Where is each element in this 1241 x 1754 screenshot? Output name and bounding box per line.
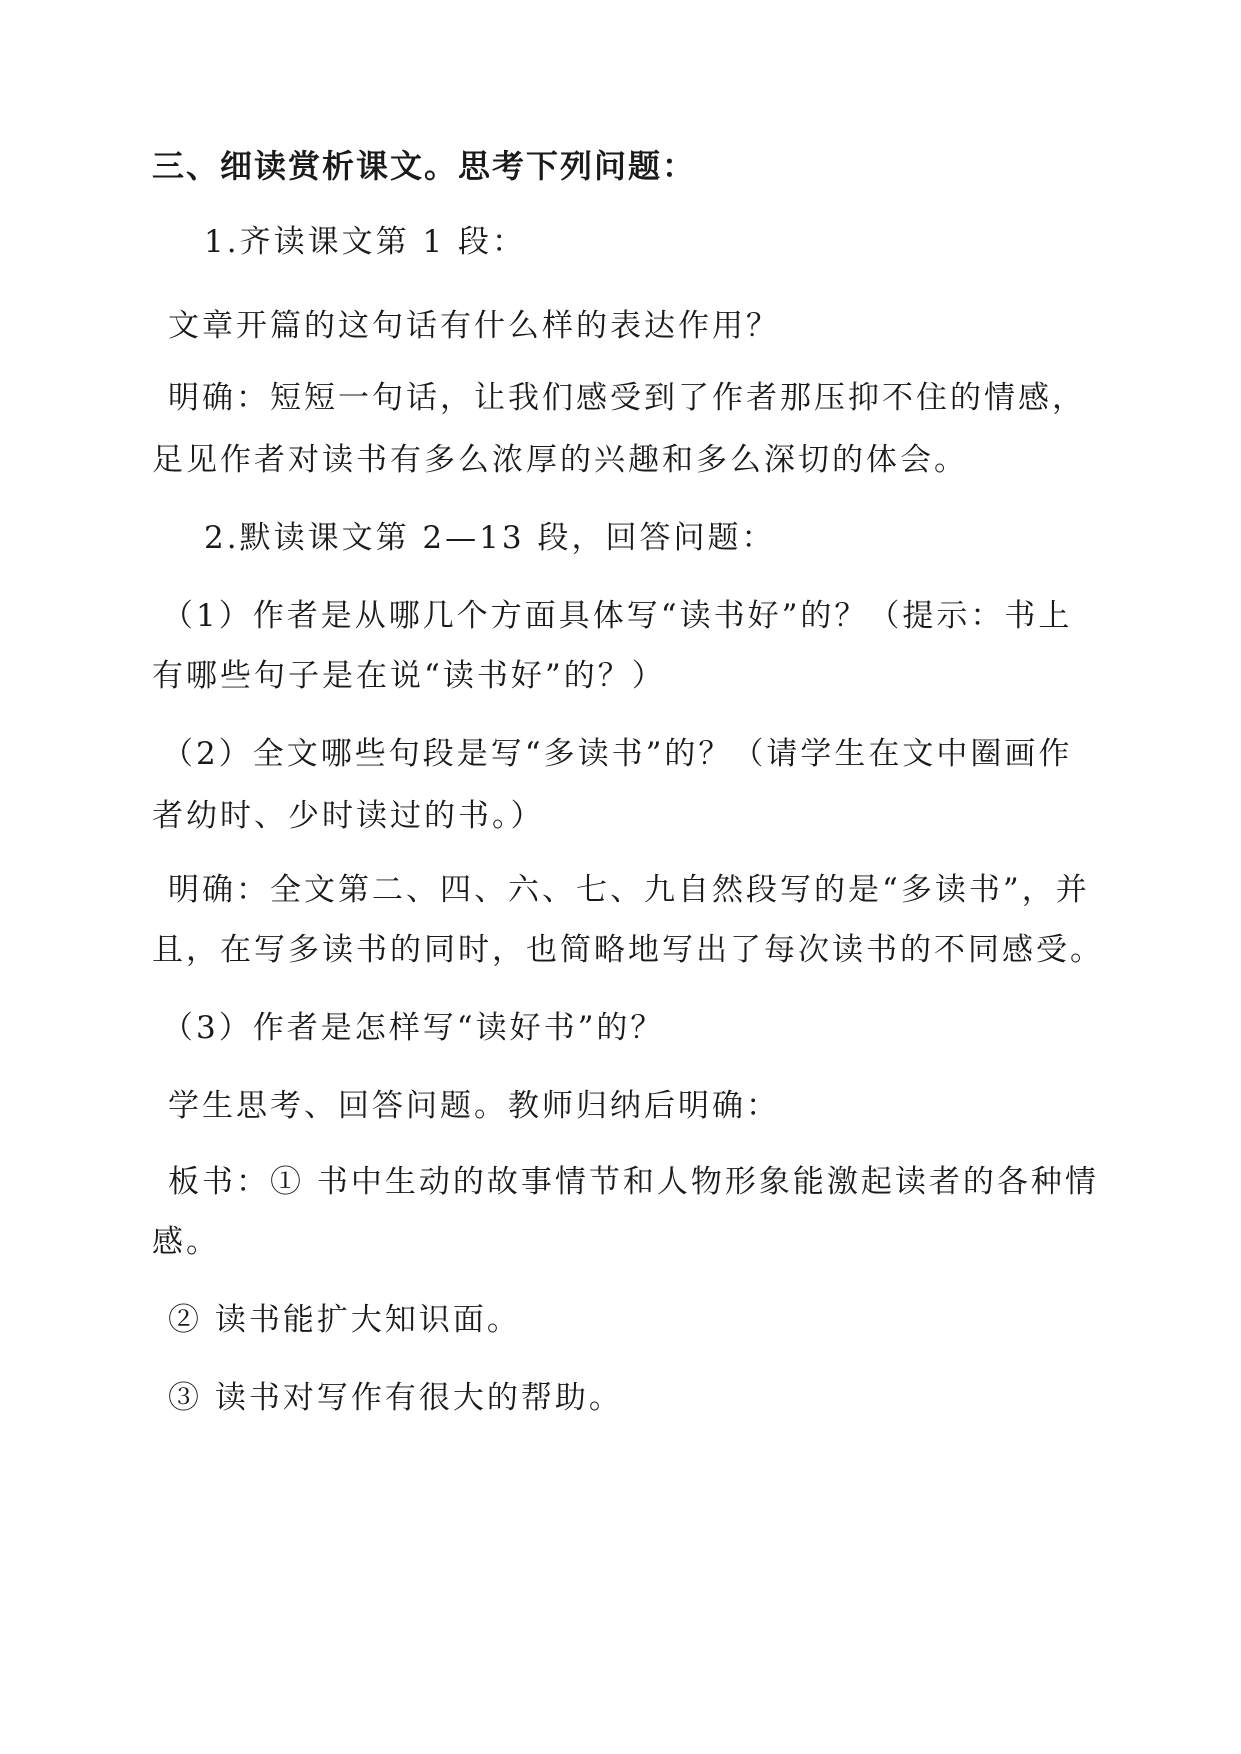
- item1-answer-line2: 足见作者对读书有多么浓厚的兴趣和多么深切的体会。: [152, 442, 968, 478]
- board-line1: 板书：① 书中生动的故事情节和人物形象能激起读者的各种情: [168, 1164, 1099, 1200]
- item1-title: 1.齐读课文第 1 段：: [204, 224, 527, 260]
- board-item3: ③ 读书对写作有很大的帮助。: [168, 1380, 623, 1416]
- q1-line2: 有哪些句子是在说“读书好”的？）: [152, 658, 666, 694]
- q2-answer-line2: 且，在写多读书的同时，也简略地写出了每次读书的不同感受。: [152, 932, 1104, 968]
- q3-line: （3）作者是怎样写“读好书”的？: [162, 1010, 665, 1046]
- q1-line1: （1）作者是从哪几个方面具体写“读书好”的？（提示：书上: [162, 598, 1073, 634]
- q3-prompt: 学生思考、回答问题。教师归纳后明确：: [168, 1088, 780, 1124]
- section-heading: 三、细读赏析课文。思考下列问题：: [152, 147, 697, 185]
- board-line2: 感。: [152, 1224, 220, 1260]
- q2-line2: 者幼时、少时读过的书。）: [152, 798, 545, 834]
- item1-answer-line1: 明确：短短一句话，让我们感受到了作者那压抑不住的情感，: [168, 380, 1086, 416]
- item1-question: 文章开篇的这句话有什么样的表达作用？: [168, 308, 780, 344]
- item2-title: 2.默读课文第 2—13 段，回答问题：: [204, 520, 776, 556]
- board-item2: ② 读书能扩大知识面。: [168, 1302, 521, 1338]
- q2-answer-line1: 明确：全文第二、四、六、七、九自然段写的是“多读书”，并: [168, 872, 1090, 908]
- q2-line1: （2）全文哪些句段是写“多读书”的？（请学生在文中圈画作: [162, 736, 1073, 772]
